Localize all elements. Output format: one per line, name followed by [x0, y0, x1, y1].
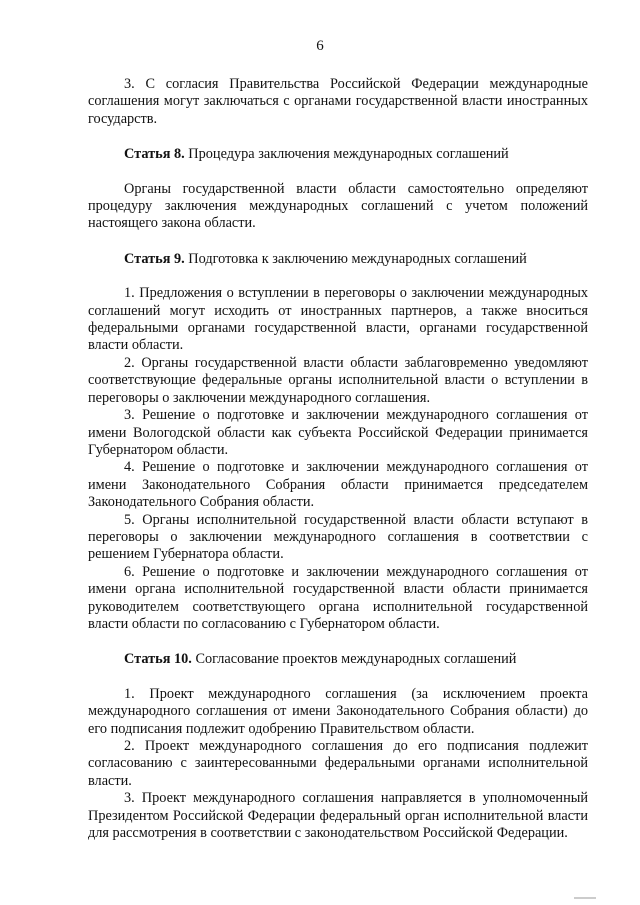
- article-title: Процедура заключения международных соглашений: [184, 146, 509, 163]
- paragraph: 1. Предложения о вступлении в переговоры о заключении международных соглашений могут исходить от иностранных партнеров, а также вноситься федеральными органами государственной власти, органами государственной власти области.: [88, 285, 588, 354]
- article-number: Статья 9.: [124, 250, 185, 267]
- article-heading: [88, 146, 588, 163]
- article-number: Статья 8.: [124, 146, 185, 163]
- paragraph: 3. С согласия Правительства Российской Федерации международные соглашения могут заключаться с органами государственной власти иностранных государств.: [88, 76, 588, 127]
- article-title: Согласование проектов международных соглашений: [191, 651, 517, 668]
- document-body: [88, 76, 588, 842]
- article-number: Статья 10.: [124, 651, 192, 668]
- paragraph: 1. Проект международного соглашения (за исключением проекта международного соглашения от имени Законодательного Собрания области) до его подписания подлежит одобрению Правительством области.: [88, 685, 588, 737]
- paragraph: 2. Проект международного соглашения до его подписания подлежит согласованию с заинтересованными федеральными органами исполнительной власти.: [88, 738, 588, 789]
- page-number: 6: [316, 38, 324, 54]
- paragraph: 5. Органы исполнительной государственной власти области вступают в переговоры о заключении международного соглашения в соответствии с решением Губернатора области.: [88, 511, 588, 563]
- article-heading: [88, 651, 588, 668]
- paragraph: 3. Проект международного соглашения направляется в уполномоченный Президентом Российской Федерации федеральный орган исполнительной власти для рассмотрения в соответствии с законодательством Российской Федерации.: [88, 790, 588, 842]
- paragraph: 2. Органы государственной власти области заблаговременно уведомляют соответствующие федеральные органы исполнительной власти о вступлении в переговоры о заключении международного соглашения.: [88, 354, 588, 406]
- paragraph: 4. Решение о подготовке и заключении международного соглашения от имени Законодательного Собрания области принимается председателем Законодательного Собрания области.: [88, 459, 588, 511]
- article-title: Подготовка к заключению международных соглашений: [184, 250, 527, 267]
- paragraph: 6. Решение о подготовке и заключении международного соглашения от имени органа исполнительной государственной власти области принимается руководителем соответствующего органа исполнительной государственной власти области по согласованию с Губернатором области.: [88, 563, 588, 632]
- paragraph: 3. Решение о подготовке и заключении международного соглашения от имени Вологодской области как субъекта Российской Федерации принимается Губернатором области.: [88, 407, 588, 458]
- paragraph: Органы государственной власти области самостоятельно определяют процедуру заключения международных соглашений с учетом положений настоящего закона области.: [88, 180, 588, 232]
- article-heading: [88, 251, 588, 268]
- scan-mark: [574, 897, 596, 899]
